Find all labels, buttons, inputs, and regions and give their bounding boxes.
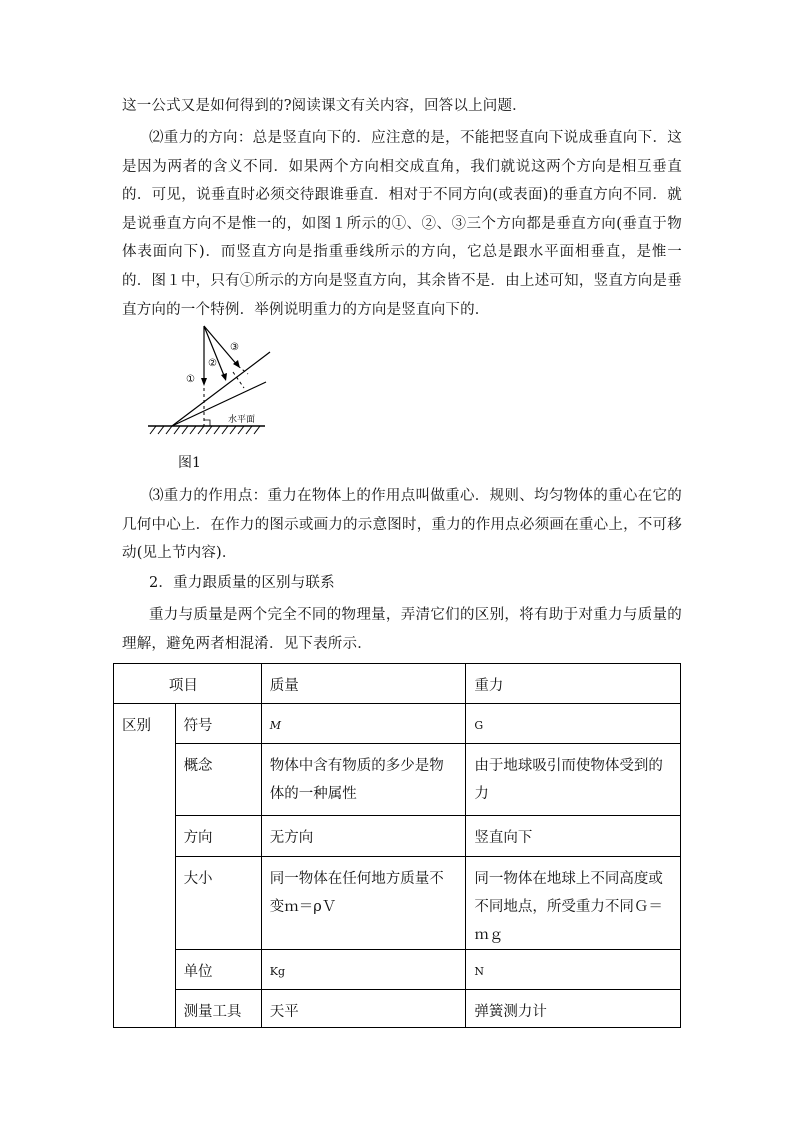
intro-paragraph: 这一公式又是如何得到的?阅读课文有关内容，回答以上问题． <box>122 98 527 114</box>
label-2: ② <box>208 358 217 369</box>
table-row <box>114 857 681 950</box>
table-row <box>114 704 681 744</box>
table-header-row <box>114 664 681 704</box>
mass-cell: 天平 <box>261 990 466 1028</box>
gravity-cell: N <box>466 950 681 990</box>
header-item: 项目 <box>114 664 262 704</box>
mass-cell: 物体中含有物质的多少是物体的一种属性 <box>261 744 466 816</box>
action-point-paragraph: ⑶重力的作用点：重力在物体上的作用点叫做重心．规则、均匀物体的重心在它的几何中心上．在作力的图示或画力的示意图时，重力的作用点必须画在重心上，不可移动(见上节内容)． <box>122 488 682 562</box>
row-name: 测量工具 <box>175 990 261 1028</box>
comparison-table <box>113 663 681 1028</box>
mass-cell: M <box>261 704 466 744</box>
table-row <box>114 990 681 1028</box>
figure-caption: 图1 <box>178 455 201 471</box>
gravity-cell: 弹簧测力计 <box>466 990 681 1028</box>
mass-cell: Kg <box>261 950 466 990</box>
section-2-paragraph: 重力与质量是两个完全不同的物理量，弄清它们的区别，将有助于对重力与质量的理解，避免两者相混淆．见下表所示． <box>122 607 682 652</box>
label-3: ③ <box>230 342 239 353</box>
section-2-title: 2．重力跟质量的区别与联系 <box>149 575 335 591</box>
gravity-cell: 竖直向下 <box>466 816 681 857</box>
row-name: 大小 <box>175 857 261 950</box>
table-row <box>114 950 681 990</box>
row-name: 方向 <box>175 816 261 857</box>
gravity-cell: G <box>466 704 681 744</box>
header-gravity: 重力 <box>466 664 681 704</box>
group-label: 区别 <box>114 704 176 1028</box>
row-name: 符号 <box>175 704 261 744</box>
mass-cell: 无方向 <box>261 816 466 857</box>
gravity-cell: 同一物体在地球上不同高度或不同地点，所受重力不同Ｇ＝ｍｇ <box>466 857 681 950</box>
direction-diagram <box>148 322 278 447</box>
figure-1 <box>148 322 278 470</box>
label-1: ① <box>186 374 195 385</box>
row-name: 概念 <box>175 744 261 816</box>
table-row <box>114 816 681 857</box>
gravity-direction-paragraph: ⑵重力的方向：总是竖直向下的．应注意的是，不能把竖直向下说成垂直向下．这是因为两者的含义不同．如果两个方向相交成直角，我们就说这两个方向是相互垂直的．可见，说垂直时必须交待跟谁垂直．相对于不同方向(或表面)的垂直方向不同．就是说垂直方向不是惟一的，如图１所示的①、②、③三个方向都是垂直方向(垂直于物体表面向下)．而竖直方向是指重垂线所示的方向，它总是跟水平面相垂直，是惟一的．图１中，只有①所示的方向是竖直方向，其余皆不是．由上述可知，竖直方向是垂直方向的一个特例．举例说明重力的方向是竖直向下的． <box>122 130 682 318</box>
mass-cell: 同一物体在任何地方质量不变ｍ＝ρＶ <box>261 857 466 950</box>
gravity-cell: 由于地球吸引而使物体受到的力 <box>466 744 681 816</box>
surface-label: 水平面 <box>228 415 256 425</box>
row-name: 单位 <box>175 950 261 990</box>
table-row <box>114 744 681 816</box>
header-mass: 质量 <box>261 664 466 704</box>
